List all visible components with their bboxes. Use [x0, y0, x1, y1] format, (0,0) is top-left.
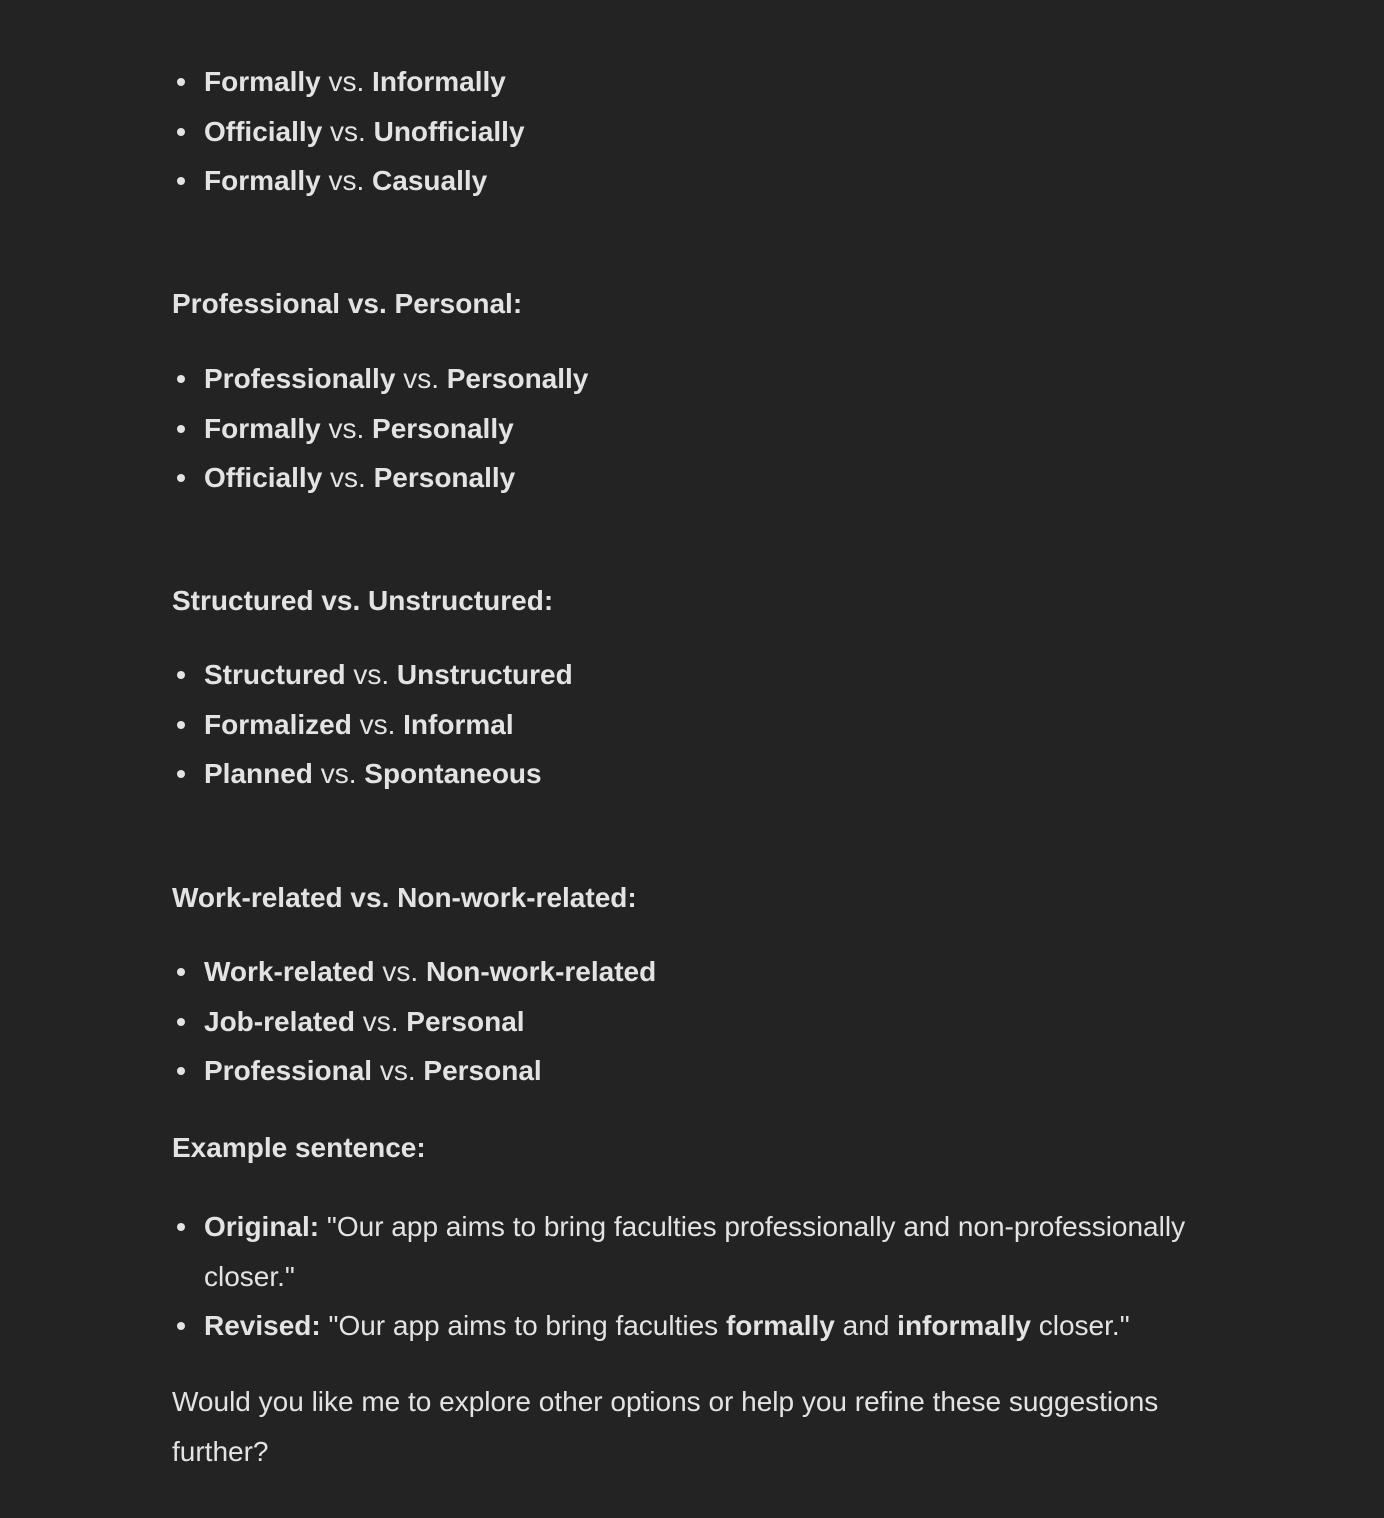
closing-question: Would you like me to explore other options or help you refine these suggestions further?: [172, 1386, 1159, 1467]
list-item: [172, 156, 525, 206]
synonym-list-formality: [172, 57, 525, 206]
term-b: Spontaneous: [364, 758, 542, 789]
revised-text: "Our app aims to bring faculties: [320, 1310, 726, 1341]
synonym-list-structured-unstructured: [172, 650, 573, 799]
section-heading-work-related: Work-related vs. Non-work-related:: [172, 882, 637, 913]
term-b: Casually: [372, 165, 488, 196]
revised-label: Revised:: [204, 1310, 321, 1341]
term-a: Job-related: [204, 1005, 355, 1037]
original-text: "Our app aims to bring faculties professionally and non-professionally closer.": [204, 1211, 1186, 1292]
list-item: [172, 453, 588, 503]
term-a: Officially: [204, 462, 323, 493]
term-a: Professionally: [204, 363, 396, 394]
synonym-list-professional-personal: [172, 354, 588, 503]
list-item: [172, 1046, 656, 1096]
example-revised: [172, 1301, 1232, 1351]
list-item: [172, 107, 525, 157]
example-list: [172, 1202, 1232, 1351]
list-item: [172, 700, 573, 750]
revised-bold-term: formally: [725, 1310, 835, 1341]
term-a: Formalized: [204, 708, 352, 740]
section-heading-professional-personal: Professional vs. Personal:: [172, 288, 523, 319]
list-item: [172, 354, 588, 404]
term-a: Planned: [204, 758, 313, 789]
vs-label: vs.: [328, 66, 365, 97]
vs-label: vs.: [330, 462, 366, 493]
synonym-list-work-related: [172, 947, 656, 1096]
revised-bold-term: informally: [897, 1310, 1031, 1341]
term-a: Formally: [204, 165, 321, 196]
list-item: [172, 404, 588, 454]
term-a: Formally: [204, 412, 321, 444]
term-b: Informally: [372, 66, 506, 97]
vs-label: vs.: [353, 659, 390, 690]
vs-label: vs.: [330, 115, 366, 147]
vs-label: vs.: [328, 165, 365, 196]
term-b: Personal: [423, 1055, 542, 1086]
term-a: Officially: [204, 115, 323, 147]
term-b: Personally: [373, 462, 516, 493]
term-b: Non-work-related: [425, 956, 657, 987]
term-b: Unofficially: [373, 115, 525, 147]
term-a: Work-related: [204, 956, 375, 987]
term-a: Structured: [204, 659, 346, 690]
term-b: Informal: [403, 708, 514, 740]
term-a: Professional: [204, 1055, 373, 1086]
example-heading: Example sentence:: [172, 1132, 426, 1163]
list-item: [172, 947, 656, 997]
vs-label: vs.: [328, 412, 365, 444]
vs-label: vs.: [362, 1005, 399, 1037]
original-label: Original:: [204, 1211, 320, 1242]
example-original: [172, 1202, 1232, 1301]
vs-label: vs.: [403, 363, 439, 394]
term-b: Unstructured: [396, 659, 573, 690]
vs-label: vs.: [320, 758, 357, 789]
list-item: [172, 650, 573, 700]
term-a: Formally: [204, 66, 321, 97]
list-item: [172, 749, 573, 799]
list-item: [172, 57, 525, 107]
vs-label: vs.: [379, 1055, 416, 1086]
term-b: Personal: [406, 1005, 525, 1037]
section-heading-structured-unstructured: Structured vs. Unstructured:: [172, 585, 554, 616]
vs-label: vs.: [382, 956, 419, 987]
revised-text: and: [834, 1310, 898, 1341]
vs-label: vs.: [359, 708, 396, 740]
term-b: Personally: [446, 363, 589, 394]
list-item: [172, 997, 656, 1047]
revised-text: closer.": [1030, 1310, 1130, 1341]
term-b: Personally: [372, 412, 514, 444]
